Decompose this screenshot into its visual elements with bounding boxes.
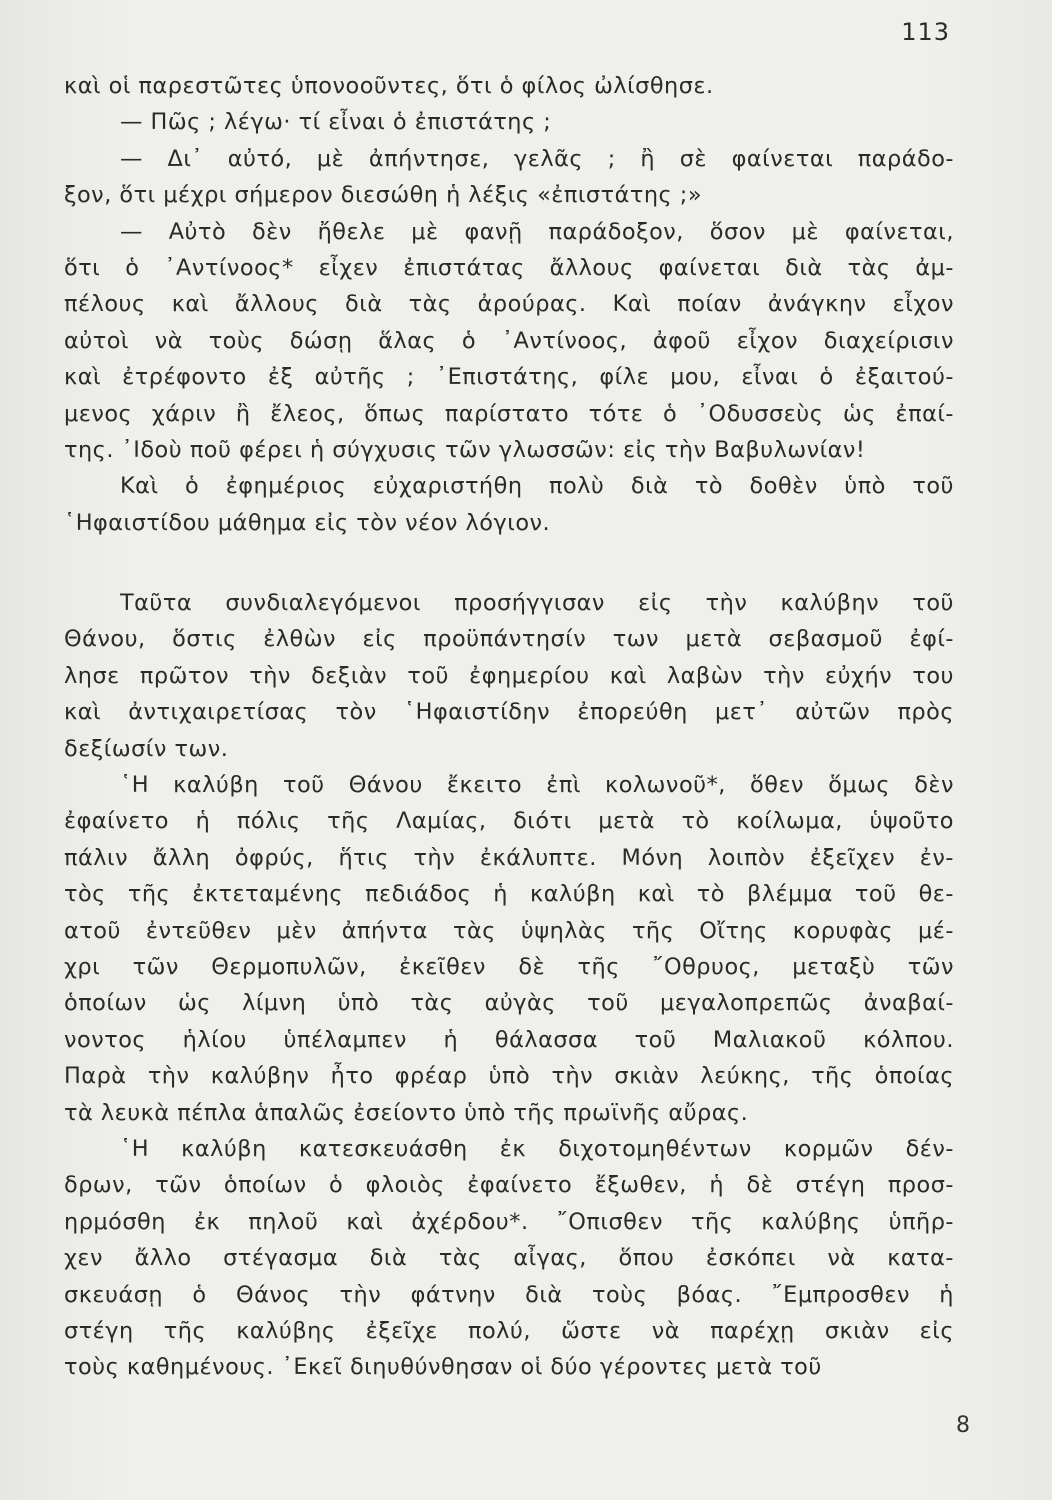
text-line: Καὶ ὁ ἐφημέριος εὐχαριστήθη πολὺ διὰ τὸ δοθὲν ὑπὸ τοῦ [120, 473, 954, 500]
text-line: τὸς τῆς ἐκτεταμένης πεδιάδος ἡ καλύβη καὶ τὸ βλέμμα τοῦ θε- [64, 881, 954, 908]
paragraph [64, 214, 954, 469]
signature-mark: 8 [956, 1413, 970, 1438]
text-line: ξον, ὅτι μέχρι σήμερον διεσώθη ἡ λέξις «ἐπιστάτης ;» [64, 182, 703, 209]
text-line: ὅτι ὁ ᾽Αντίνοος* εἶχεν ἐπιστάτας ἄλλους φαίνεται διὰ τὰς ἀμ- [64, 254, 954, 281]
text-line: — Αὐτὸ δὲν ἤθελε μὲ φανῇ παράδοξον, ὅσον μὲ φαίνεται, [120, 218, 954, 245]
text-line: ὁποίων ὡς λίμνη ὑπὸ τὰς αὐγὰς τοῦ μεγαλοπρεπῶς ἀναβαί- [64, 990, 954, 1017]
paragraph [64, 141, 954, 214]
text-line: ατοῦ ἐντεῦθεν μὲν ἀπήντα τὰς ὑψηλὰς τῆς Οἴτης κορυφὰς μέ- [64, 917, 954, 944]
paragraph [64, 585, 954, 767]
text-line: Παρὰ τὴν καλύβην ἦτο φρέαρ ὑπὸ τὴν σκιὰν λεύκης, τῆς ὁποίας [64, 1063, 954, 1090]
text-line: μενος χάριν ἢ ἔλεος, ὅπως παρίστατο τότε ὁ ᾽Οδυσσεὺς ὡς ἐπαί- [64, 400, 954, 427]
paragraph [64, 68, 954, 104]
page-number: 113 [901, 18, 950, 46]
text-line: σκευάσῃ ὁ Θάνος τὴν φάτνην διὰ τοὺς βόας. ῎Εμπροσθεν ἡ [64, 1281, 954, 1308]
text-line: καὶ ἐτρέφοντο ἐξ αὐτῆς ; ᾽Επιστάτης, φίλε μου, εἶναι ὁ ἐξαιτού- [64, 364, 954, 391]
text-line: καὶ ἀντιχαιρετίσας τὸν ῾Ηφαιστίδην ἐπορεύθη μετ᾽ αὐτῶν πρὸς [64, 699, 954, 726]
paragraph [64, 767, 954, 1131]
paragraph-gap [64, 541, 954, 585]
text-line: Θάνου, ὅστις ἐλθὼν εἰς προϋπάντησίν των μετὰ σεβασμοῦ ἐφί- [64, 626, 954, 653]
text-line: στέγη τῆς καλύβης ἐξεῖχε πολύ, ὥστε νὰ παρέχῃ σκιὰν εἰς [64, 1317, 954, 1344]
text-line: — Πῶς ; λέγω· τί εἶναι ὁ ἐπιστάτης ; [120, 109, 552, 136]
text-line: νοντος ἡλίου ὑπέλαμπεν ἡ θάλασσα τοῦ Μαλιακοῦ κόλπου. [64, 1026, 954, 1053]
paragraph [64, 1131, 954, 1386]
text-line: τοὺς καθημένους. ᾽Εκεῖ διηυθύνθησαν οἱ δύο γέροντες μετὰ τοῦ [64, 1354, 822, 1381]
text-line: ηρμόσθη ἐκ πηλοῦ καὶ ἀχέρδου*. ῎Οπισθεν τῆς καλύβης ὑπῆρ- [64, 1208, 954, 1235]
paragraph [64, 468, 954, 541]
text-line: χεν ἄλλο στέγασμα διὰ τὰς αἶγας, ὅπου ἐσκόπει νὰ κατα- [64, 1245, 954, 1272]
text-line: πάλιν ἄλλη ὀφρύς, ἥτις τὴν ἐκάλυπτε. Μόνη λοιπὸν ἐξεῖχεν ἐν- [64, 844, 954, 871]
text-line: λησε πρῶτον τὴν δεξιὰν τοῦ ἐφημερίου καὶ λαβὼν τὴν εὐχήν του [64, 662, 954, 689]
text-line: ῾Η καλύβη τοῦ Θάνου ἔκειτο ἐπὶ κολωνοῦ*, ὅθεν ὅμως δὲν [120, 772, 954, 799]
text-line: — Δι᾽ αὐτό, μὲ ἀπήντησε, γελᾶς ; ἢ σὲ φαίνεται παράδο- [120, 145, 954, 172]
text-line: τὰ λευκὰ πέπλα ἁπαλῶς ἐσείοντο ὑπὸ τῆς πρωϊνῆς αὔρας. [64, 1099, 749, 1126]
text-line: καὶ οἱ παρεστῶτες ὑπονοοῦντες, ὅτι ὁ φίλος ὠλίσθησε. [64, 73, 714, 99]
text-line: αὐτοὶ νὰ τοὺς δώσῃ ἅλας ὁ ᾽Αντίνοος, ἀφοῦ εἶχον διαχείρισιν [64, 327, 954, 354]
body-text [64, 68, 954, 1386]
text-line: ῾Ηφαιστίδου μάθημα εἰς τὸν νέον λόγιον. [64, 509, 551, 536]
text-line: Ταῦτα συνδιαλεγόμενοι προσήγγισαν εἰς τὴν καλύβην τοῦ [120, 590, 954, 617]
text-line: δεξίωσίν των. [64, 735, 229, 762]
paragraph [64, 104, 954, 140]
text-line: της. ᾽Ιδοὺ ποῦ φέρει ἡ σύγχυσις τῶν γλωσσῶν: εἰς τὴν Βαβυλωνίαν! [64, 436, 866, 463]
text-line: δρων, τῶν ὁποίων ὁ φλοιὸς ἐφαίνετο ἔξωθεν, ἡ δὲ στέγη προσ- [64, 1172, 954, 1199]
text-line: χρι τῶν Θερμοπυλῶν, ἐκεῖθεν δὲ τῆς ῎Οθρυος, μεταξὺ τῶν [64, 953, 954, 980]
text-line: ῾Η καλύβη κατεσκευάσθη ἐκ διχοτομηθέντων κορμῶν δέν- [120, 1135, 954, 1162]
text-line: πέλους καὶ ἄλλους διὰ τὰς ἀρούρας. Καὶ ποίαν ἀνάγκην εἶχον [64, 291, 954, 318]
text-line: ἐφαίνετο ἡ πόλις τῆς Λαμίας, διότι μετὰ τὸ κοίλωμα, ὑψοῦτο [64, 808, 954, 835]
